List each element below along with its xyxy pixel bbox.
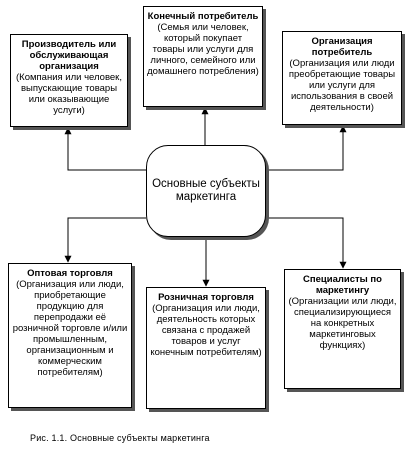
arrow-to-producer bbox=[68, 128, 146, 170]
arrow-to-specialists bbox=[266, 218, 343, 268]
arrow-to-org-consumer bbox=[266, 126, 343, 170]
box-specialists-title: Специалисты по маркетингу bbox=[303, 274, 382, 296]
center-label: Основные субъекты маркетинга bbox=[152, 178, 260, 203]
box-org-consumer bbox=[282, 31, 402, 125]
figure-caption: Рис. 1.1. Основные субъекты маркетинга bbox=[30, 433, 210, 443]
box-retail bbox=[146, 287, 266, 409]
box-final-consumer-desc: (Семья или человек, который покупает товары или услуги для личного, семейного или домашнего потребления) bbox=[147, 22, 259, 77]
box-org-consumer-title: Организация потребитель bbox=[311, 36, 373, 58]
center-node bbox=[146, 145, 266, 237]
box-wholesale bbox=[8, 263, 132, 408]
box-specialists-desc: (Организации или люди, специализирующиеся на конкретных маркетинговых функциях) bbox=[288, 296, 397, 351]
box-org-consumer-desc: (Организация или люди преобретающие товары или услуги для использования в своей деятельности) bbox=[288, 58, 396, 113]
arrow-to-wholesale bbox=[68, 218, 146, 262]
box-final-consumer-title: Конечный потребитель bbox=[147, 11, 259, 22]
box-final-consumer bbox=[143, 6, 263, 107]
box-producer-title: Производитель или обслуживающая организация bbox=[21, 39, 117, 72]
box-wholesale-desc: (Организация или люди, приобретающие продукцию для перепродажи её розничной торговле и/или промышленным, организационным и коммерческим потребителям) bbox=[12, 279, 128, 378]
box-producer-desc: (Компания или человек, выпускающие товары или оказывающие услуги) bbox=[16, 72, 122, 116]
box-specialists bbox=[284, 269, 401, 389]
box-retail-desc: (Организация или люди, деятельность которых связана с продажей товаров и услуг конечным потребителям) bbox=[150, 303, 262, 358]
box-wholesale-title: Оптовая торговля bbox=[27, 268, 113, 279]
box-producer bbox=[10, 34, 128, 127]
box-retail-title: Розничная торговля bbox=[158, 292, 254, 303]
